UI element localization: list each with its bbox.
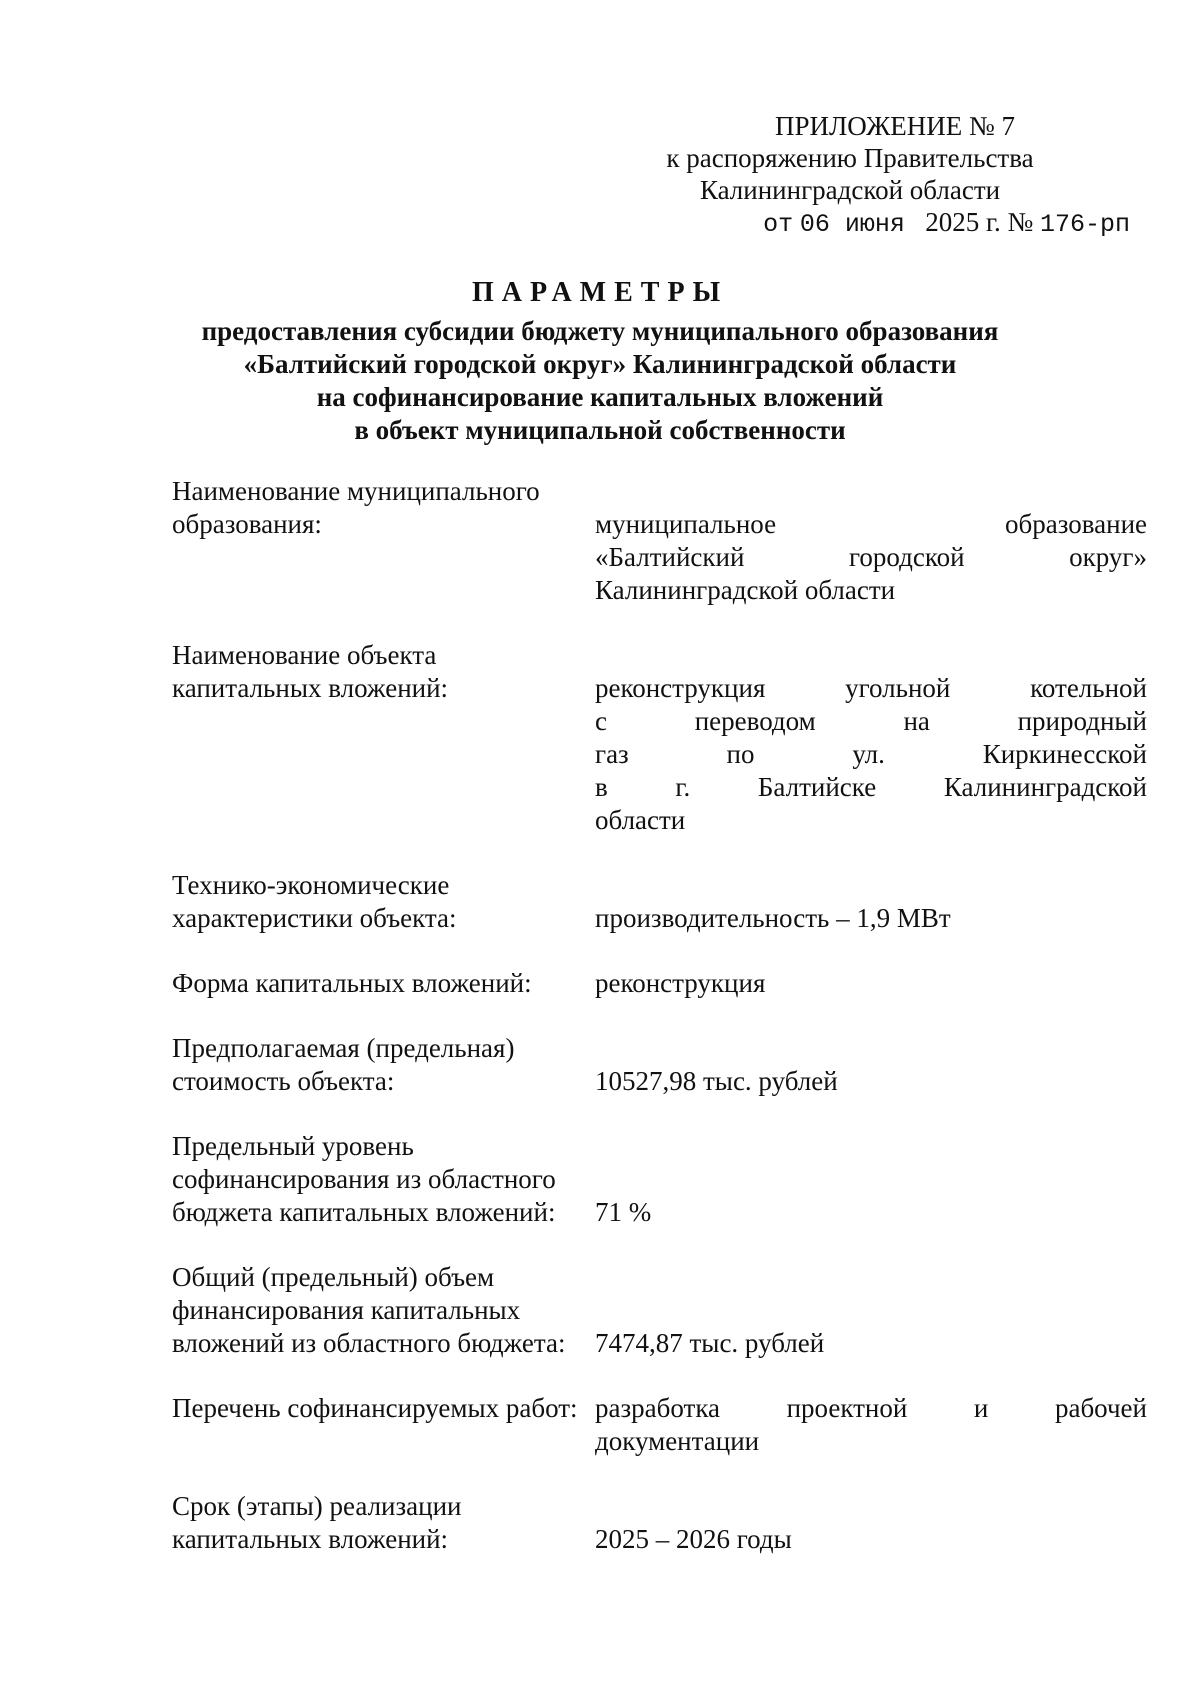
appendix-date-line — [560, 206, 1140, 241]
param-row-municipality — [172, 475, 1147, 607]
param-row-works-list — [172, 1392, 1147, 1458]
param-value: 10527,98 тыс. рублей — [595, 1066, 838, 1096]
param-label: Форма капитальных вложений: — [172, 968, 532, 998]
param-row-timeline — [172, 1490, 1147, 1556]
param-label: Наименование объекта капитальных вложений: — [172, 640, 449, 703]
param-value: 2025 – 2026 годы — [595, 1524, 792, 1554]
param-value: реконструкция угольной котельной с переводом на природный газ по ул. Киркинесской в г. Балтийске Калининградской области — [595, 673, 1147, 835]
param-value: разработка проектной и рабочей документации — [595, 1393, 1147, 1456]
parameters-list — [172, 475, 1147, 1588]
date-year: 2025 г. № — [925, 207, 1034, 237]
appendix-header — [560, 110, 1140, 241]
param-value: 7474,87 тыс. рублей — [595, 1328, 825, 1358]
param-row-cofinancing-level — [172, 1130, 1147, 1229]
param-row-cost — [172, 1032, 1147, 1098]
date-prefix: от — [763, 210, 794, 239]
appendix-order-line: к распоряжению Правительства — [666, 143, 1034, 173]
param-row-specs — [172, 869, 1147, 935]
title-line: в объект муниципальной собственности — [354, 415, 846, 445]
param-value: 71 % — [595, 1197, 652, 1227]
title-line: «Балтийский городской округ» Калининградской области — [243, 349, 957, 379]
param-value: производительность – 1,9 МВт — [595, 903, 951, 933]
title-line: предоставления субсидии бюджету муниципального образования — [201, 316, 999, 346]
appendix-title: ПРИЛОЖЕНИЕ № 7 — [774, 111, 1016, 141]
param-label: Предполагаемая (предельная) стоимость объекта: — [172, 1033, 515, 1096]
param-label: Технико-экономические характеристики объекта: — [172, 870, 457, 933]
param-label: Предельный уровень софинансирования из областного бюджета капитальных вложений: — [172, 1131, 556, 1227]
title-line: на софинансирование капитальных вложений — [316, 382, 884, 412]
title-heading: ПАРАМЕТРЫ — [471, 277, 729, 308]
param-row-object-name — [172, 639, 1147, 837]
appendix-region-line: Калининградской области — [699, 175, 1001, 205]
param-label: Срок (этапы) реализации капитальных вложений: — [172, 1491, 462, 1554]
param-label: Наименование муниципального образования: — [172, 476, 540, 539]
document-title — [0, 275, 1200, 447]
order-number: 176-рп — [1039, 210, 1130, 239]
param-value: реконструкция — [595, 968, 766, 998]
date-day-month: 06 июня — [799, 210, 905, 239]
param-label: Общий (предельный) объем финансирования капитальных вложений из областного бюджета: — [172, 1262, 566, 1358]
param-row-funding-volume — [172, 1261, 1147, 1360]
param-value: муниципальное образование «Балтийский городской округ» Калининградской области — [595, 509, 1147, 605]
param-label: Перечень софинансируемых работ: — [172, 1393, 578, 1423]
param-row-investment-form — [172, 967, 1147, 1000]
